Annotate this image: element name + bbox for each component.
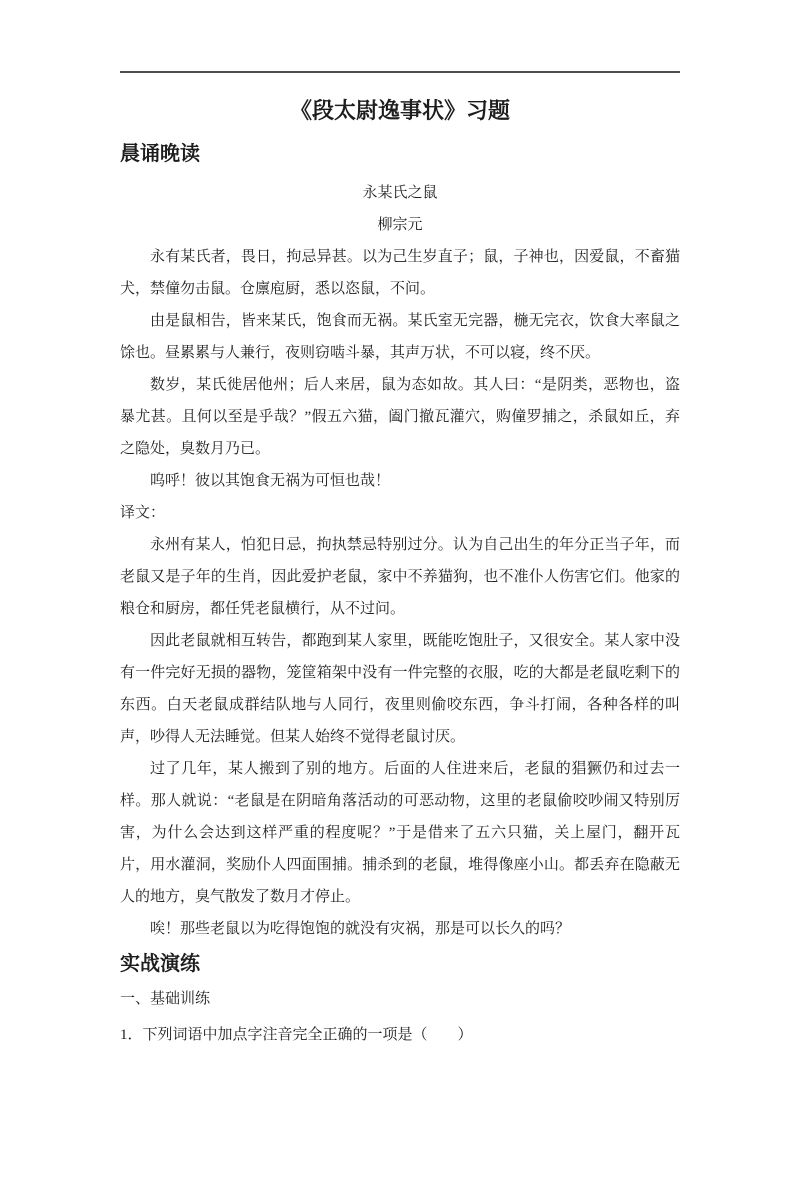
translation-paragraph-1: 永州有某人，怕犯日忌，拘执禁忌特别过分。认为自己出生的年分正当子年，而老鼠又是子年的生肖，因此爱护老鼠，家中不养猫狗，也不准仆人伤害它们。他家的粮仓和厨房，都任凭老鼠横行，从不过问。 [120,537,680,617]
practice-subsection-label: 一、基础训练 [120,991,211,1007]
classical-paragraph-3: 数岁，某氏徙居他州；后人来居，鼠为态如故。其人曰：“是阴类，恶物也，盗暴尤甚。且何以至是乎哉？”假五六猫，阖门撤瓦灌穴，购僮罗捕之，杀鼠如丘，弃之隐处，臭数月乃已。 [120,377,680,457]
classical-paragraph-1: 永有某氏者，畏日，拘忌异甚。以为己生岁直子；鼠，子神也，因爱鼠，不畜猫犬，禁僮勿击鼠。仓廪庖厨，悉以恣鼠，不问。 [120,249,680,297]
practice-question-1: 1．下列词语中加点字注音完全正确的一项是（ ） [120,1027,473,1043]
header-divider-line [120,71,680,73]
page-title: 《段太尉逸事状》习题 [289,98,510,123]
poem-author: 柳宗元 [377,217,423,233]
classical-paragraph-4: 呜呼！彼以其饱食无祸为可恒也哉！ [150,473,391,489]
translation-label: 译文： [120,505,166,521]
section-heading-morning-reading: 晨诵晚读 [120,143,200,165]
translation-paragraph-4: 唉！那些老鼠以为吃得饱饱的就没有灾祸，那是可以长久的吗？ [150,921,571,937]
translation-paragraph-2: 因此老鼠就相互转告，都跑到某人家里，既能吃饱肚子，又很安全。某人家中没有一件完好无损的器物，笼筐箱架中没有一件完整的衣服，吃的大都是老鼠吃剩下的东西。白天老鼠成群结队地与人同行，夜里则偷咬东西，争斗打闹，各种各样的叫声，吵得人无法睡觉。但某人始终不觉得老鼠讨厌。 [120,633,680,745]
document-page [0,71,800,1203]
classical-paragraph-2: 由是鼠相告，皆来某氏，饱食而无祸。某氏室无完器，椸无完衣，饮食大率鼠之馀也。昼累累与人兼行，夜则窃啮斗暴，其声万状，不可以寝，终不厌。 [120,313,680,361]
poem-title: 永某氏之鼠 [362,185,438,201]
translation-paragraph-3: 过了几年，某人搬到了别的地方。后面的人住进来后，老鼠的猖獗仍和过去一样。那人就说：“老鼠是在阴暗角落活动的可恶动物，这里的老鼠偷咬吵闹又特别厉害，为什么会达到这样严重的程度呢？”于是借来了五六只猫，关上屋门，翻开瓦片，用水灌洞，奖励仆人四面围捕。捕杀到的老鼠，堆得像座小山。都丢弃在隐蔽无人的地方，臭气散发了数月才停止。 [120,761,680,905]
section-heading-practice: 实战演练 [120,953,200,975]
